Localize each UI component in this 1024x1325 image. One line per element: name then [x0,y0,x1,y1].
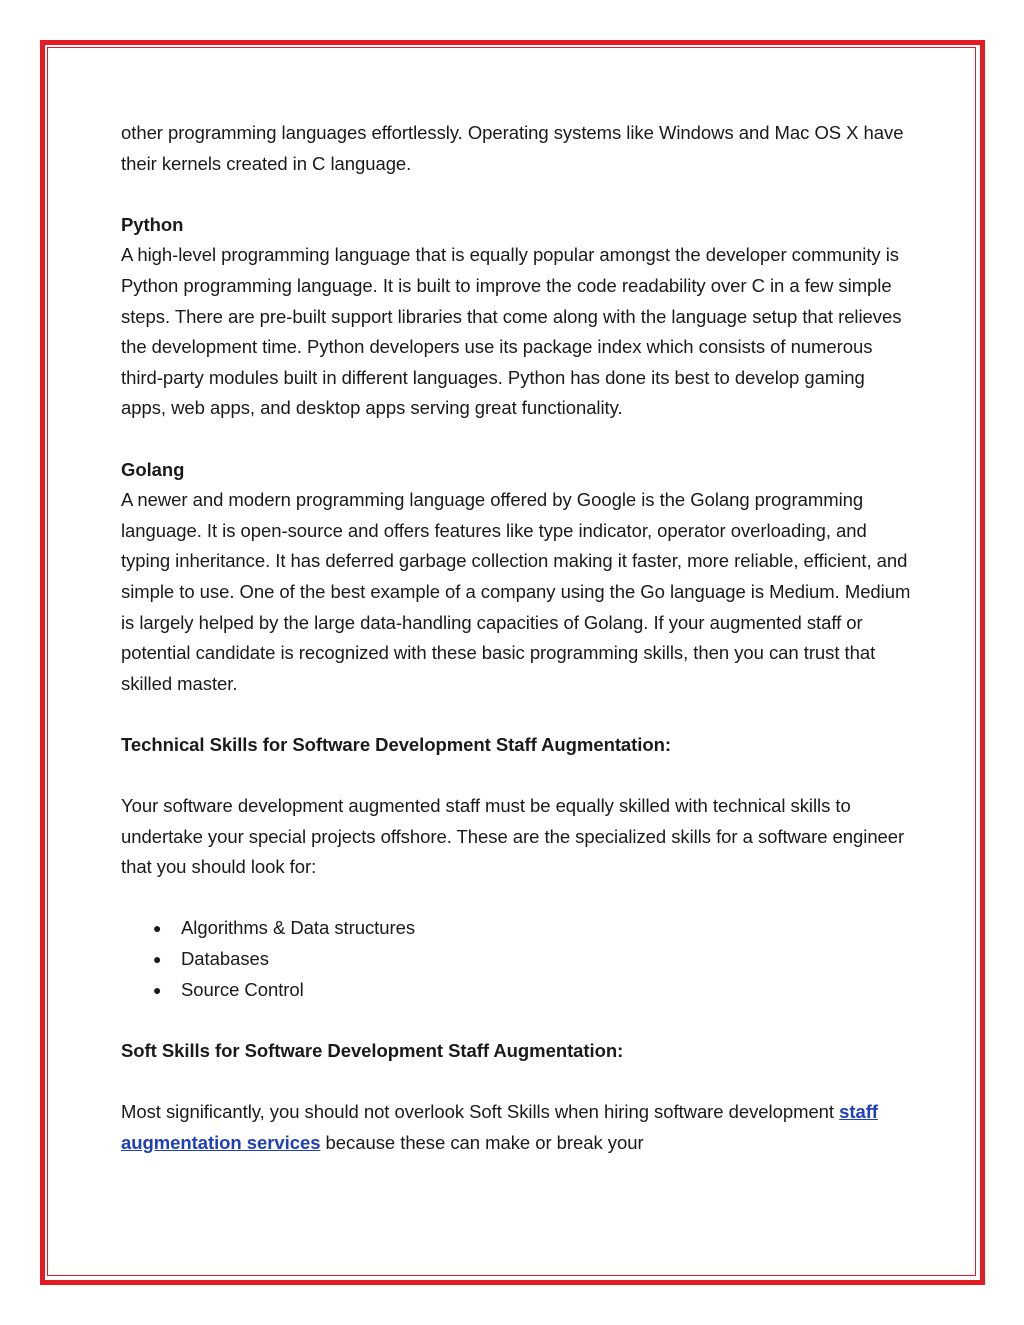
spacer [121,1066,911,1097]
spacer [121,699,911,730]
golang-heading: Golang [121,458,185,480]
staff-augmentation-services-link[interactable]: staff augmentation services [121,1101,878,1153]
soft-skills-heading: Soft Skills for Software Development Staff Augmentation: [121,1039,624,1061]
spacer [121,883,911,914]
list-item-label: Algorithms & Data structures [181,917,416,939]
spacer [121,424,911,455]
list-item [121,913,911,944]
list-item [121,975,911,1006]
bullet-icon: ● [153,920,162,937]
spacer [121,1005,911,1036]
spacer [121,179,911,210]
python-heading: Python [121,213,184,235]
technical-skills-paragraph: Your software development augmented staff must be equally skilled with technical skills to undertake your special projects offshore. These are the specialized skills for a software engineer that you should look for: [121,795,905,878]
document-body [121,118,911,1158]
intro-paragraph: other programming languages effortlessly. Operating systems like Windows and Mac OS X have their kernels created in C language. [121,122,904,174]
python-paragraph: A high-level programming language that is equally popular amongst the developer community is Python programming language. It is built to improve the code readability over C in a few simple steps. There are pre-built support libraries that come along with the language setup that relieves the development time. Python developers use its package index which consists of numerous third-party modules built in different languages. Python has done its best to develop gaming apps, web apps, and desktop apps serving great functionality. [121,244,902,419]
technical-skills-list [121,913,911,1005]
golang-paragraph: A newer and modern programming language offered by Google is the Golang programming language. It is open-source and offers features like type indicator, operator overloading, and typing inheritance. It has deferred garbage collection making it faster, more reliable, efficient, and simple to use. One of the best example of a company using the Go language is Medium. Medium is largely helped by the large data-handling capacities of Golang. If your augmented staff or potential candidate is recognized with these basic programming skills, then you can trust that skilled master. [121,489,911,694]
spacer [121,760,911,791]
soft-skills-text-start: Most significantly, you should not overlook Soft Skills when hiring software development [121,1101,840,1122]
bullet-icon: ● [153,981,162,998]
soft-skills-text-end: because these can make or break your [320,1131,644,1153]
technical-skills-heading: Technical Skills for Software Development Staff Augmentation: [121,733,671,755]
bullet-icon: ● [153,951,162,968]
soft-skills-paragraph [121,1097,911,1158]
list-item-label: Source Control [181,978,304,1000]
list-item-label: Databases [181,948,269,970]
list-item [121,944,911,975]
